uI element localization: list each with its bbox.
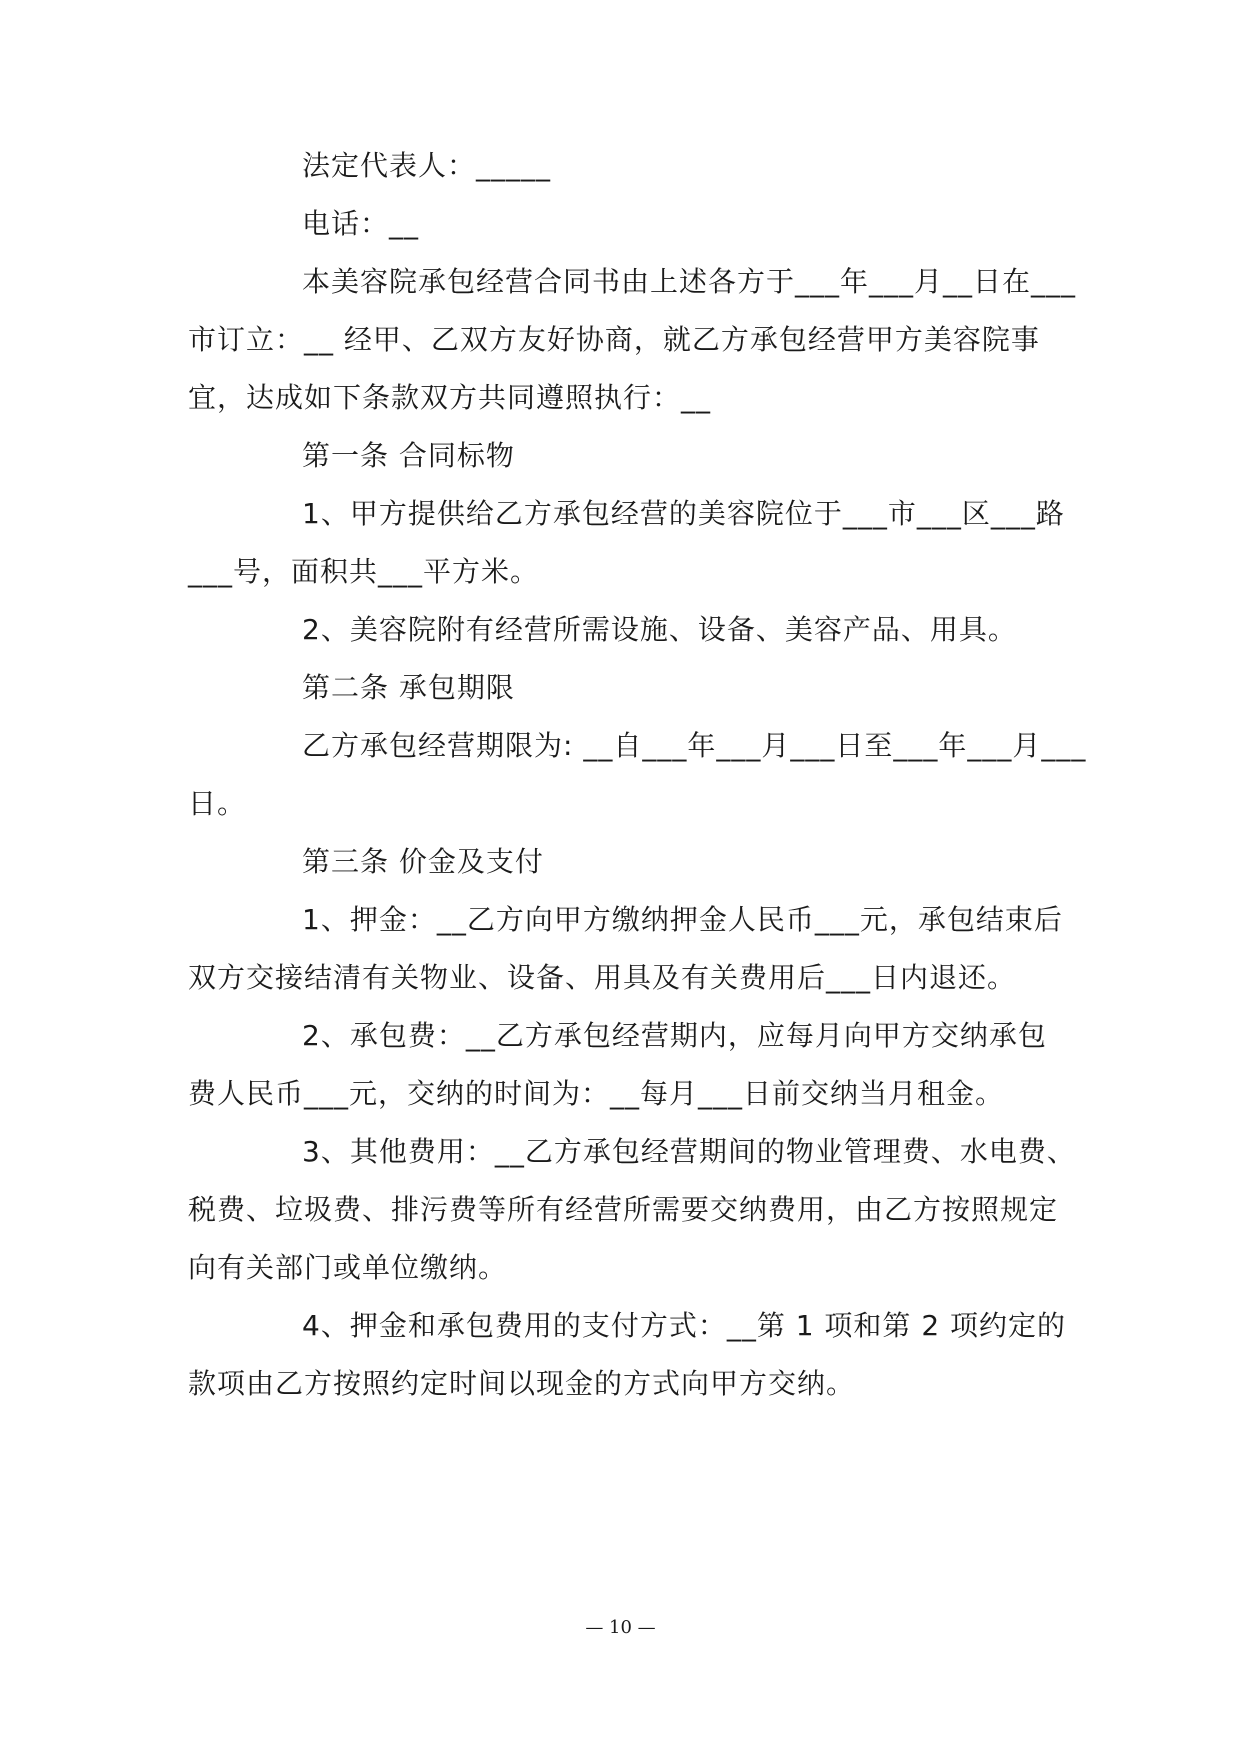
text-line: 日。 — [188, 787, 247, 820]
text-line: 款项由乙方按照约定时间以现金的方式向甲方交纳。 — [188, 1367, 856, 1400]
article-heading: 第一条 合同标物 — [302, 439, 515, 472]
page-number: — 10 — — [585, 1617, 656, 1638]
article-heading: 第三条 价金及支付 — [302, 845, 544, 878]
text-line: 宜，达成如下条款双方共同遵照执行：__ — [188, 381, 712, 414]
article-heading: 第二条 承包期限 — [302, 671, 515, 704]
text-line: ___号，面积共___平方米。 — [188, 555, 540, 588]
text-line: 向有关部门或单位缴纳。 — [188, 1251, 508, 1284]
text-line: 费人民币___元，交纳的时间为：__每月___日前交纳当月租金。 — [188, 1077, 1005, 1110]
text-line: 2、承包费：__乙方承包经营期内，应每月向甲方交纳承包 — [302, 1019, 1047, 1052]
text-line: 2、美容院附有经营所需设施、设备、美容产品、用具。 — [302, 613, 1017, 646]
text-line: 1、甲方提供给乙方承包经营的美容院位于___市___区___路 — [302, 497, 1065, 530]
text-line: 税费、垃圾费、排污费等所有经营所需要交纳费用，由乙方按照规定 — [188, 1193, 1059, 1226]
text-line: 本美容院承包经营合同书由上述各方于___年___月__日在___ — [302, 265, 1077, 298]
text-line: 法定代表人：_____ — [302, 149, 552, 182]
text-line: 电话：__ — [302, 207, 420, 240]
text-line: 4、押金和承包费用的支付方式：__第 1 项和第 2 项约定的 — [302, 1309, 1067, 1342]
text-line: 1、押金：__乙方向甲方缴纳押金人民币___元，承包结束后 — [302, 903, 1063, 936]
text-line: 3、其他费用：__乙方承包经营期间的物业管理费、水电费、 — [302, 1135, 1076, 1168]
text-line: 双方交接结清有关物业、设备、用具及有关费用后___日内退还。 — [188, 961, 1017, 994]
text-line: 乙方承包经营期限为: __自___年___月___日至___年___月___ — [302, 729, 1087, 762]
text-line: 市订立：__ 经甲、乙双方友好协商，就乙方承包经营甲方美容院事 — [188, 323, 1040, 356]
